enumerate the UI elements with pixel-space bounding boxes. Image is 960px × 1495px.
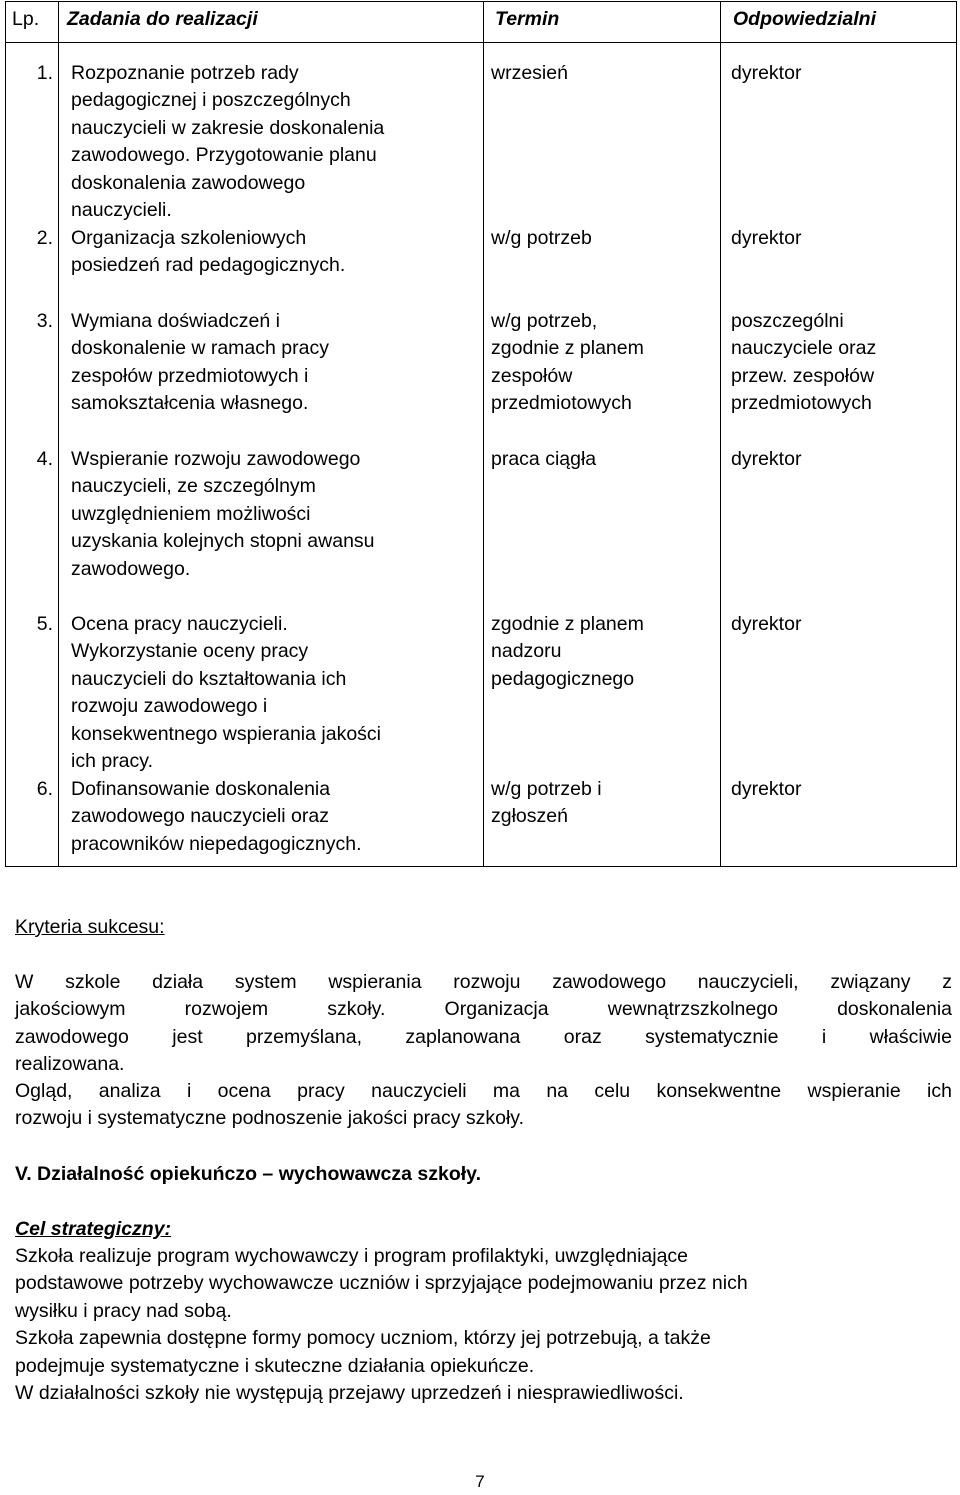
row-term-line: zgłoszeń [491, 805, 568, 828]
row-term-line: w/g potrzeb i [491, 778, 602, 800]
row-term [491, 611, 691, 693]
row-number: 5. [36, 613, 53, 635]
row-term [491, 776, 691, 831]
text-line: zawodowego jest przemyślana, zaplanowana oraz systematycznie i właściwie [15, 1025, 952, 1048]
header-term: Termin [484, 2, 721, 43]
row-task-line: doskonalenia zawodowego [71, 171, 306, 194]
row-responsible [731, 308, 951, 418]
row-task-line: rozwoju zawodowego i [71, 695, 268, 718]
row-responsible-line: dyrektor [731, 227, 802, 249]
goal-line: podejmuje systematyczne i skuteczne działania opiekuńcze. [15, 1354, 535, 1377]
row-task [71, 446, 471, 583]
row-responsible-line: przedmiotowych [731, 392, 872, 415]
row-task-line: doskonalenie w ramach pracy [71, 337, 329, 360]
row-task [71, 776, 471, 858]
row-task-line: uwzględnieniem możliwości [71, 502, 311, 525]
criteria-paragraph-1 [15, 969, 952, 1079]
row-number: 4. [36, 448, 53, 470]
row-task [71, 60, 471, 224]
goal-line: Szkoła realizuje program wychowawczy i program profilaktyki, uwzględniające [15, 1245, 689, 1267]
section-heading: V. Działalność opiekuńczo – wychowawcza szkoły. [15, 1163, 482, 1185]
row-task [71, 611, 471, 775]
text-line: Ogląd, analiza i ocena pracy nauczycieli ma na celu konsekwentne wspieranie ich [15, 1080, 952, 1102]
row-task-line: zawodowego. [71, 557, 191, 580]
row-task-line: pracowników niepedagogicznych. [71, 832, 362, 855]
row-task-line: posiedzeń rad pedagogicznych. [71, 254, 346, 277]
goal-title: Cel strategiczny: [15, 1218, 172, 1240]
text-line: rozwoju i systematyczne podnoszenie jakości pracy szkoły. [15, 1107, 525, 1130]
row-task-line: Wykorzystanie oceny pracy [71, 640, 309, 663]
row-task-line: konsekwentnego wspierania jakości [71, 722, 382, 745]
page-number: 7 [475, 1472, 485, 1491]
row-number: 6. [36, 778, 53, 800]
table-header-row [6, 2, 957, 43]
row-task-line: zawodowego nauczycieli oraz [71, 805, 329, 828]
row-term [491, 446, 691, 473]
text-line: realizowana. [15, 1053, 125, 1076]
row-term-line: praca ciągła [491, 448, 597, 470]
row-responsible-line: dyrektor [731, 778, 802, 800]
row-responsible [731, 446, 951, 473]
header-task: Zadania do realizacji [59, 2, 484, 43]
row-term [491, 225, 691, 252]
criteria-title: Kryteria sukcesu: [15, 916, 165, 938]
goal-line: Szkoła zapewnia dostępne formy pomocy uczniom, którzy jej potrzebują, a także [15, 1327, 711, 1350]
text-line: jakościowym rozwojem szkoły. Organizacja wewnątrzszkolnego doskonalenia [15, 998, 952, 1021]
row-task-line: nauczycieli do kształtowania ich [71, 667, 347, 690]
goal-text [15, 1243, 952, 1407]
row-task-line: Wymiana doświadczeń i [71, 310, 280, 332]
row-responsible-line: przew. zespołów [731, 364, 875, 387]
row-task-line: ich pracy. [71, 750, 153, 773]
row-task-line: Ocena pracy nauczycieli. [71, 613, 288, 635]
text-line: W szkole działa system wspierania rozwoju zawodowego nauczycieli, związany z [15, 971, 952, 993]
row-task-line: Organizacja szkoleniowych [71, 227, 307, 249]
row-responsible [731, 611, 951, 638]
row-term-line: zespołów [491, 364, 573, 387]
row-responsible-line: dyrektor [731, 613, 802, 635]
row-responsible-line: dyrektor [731, 448, 802, 470]
row-term-line: zgodnie z planem [491, 337, 644, 360]
row-task-line: samokształcenia własnego. [71, 392, 309, 415]
goal-line: W działalności szkoły nie występują przejawy uprzedzeń i niesprawiedliwości. [15, 1382, 684, 1405]
row-number: 2. [36, 227, 53, 249]
header-lp: Lp. [6, 2, 59, 43]
row-task-line: zawodowego. Przygotowanie planu [71, 144, 377, 167]
row-term-line: nadzoru [491, 640, 562, 663]
goal-line: wysiłku i pracy nad sobą. [15, 1299, 232, 1322]
row-term-line: w/g potrzeb, [491, 310, 598, 332]
row-task-line: Wspieranie rozwoju zawodowego [71, 448, 361, 470]
row-task-line: nauczycieli, ze szczególnym [71, 475, 316, 498]
row-task-line: uzyskania kolejnych stopni awansu [71, 530, 375, 553]
row-task-line: Rozpoznanie potrzeb rady [71, 62, 299, 84]
row-task-line: pedagogicznej i poszczególnych [71, 89, 351, 112]
row-term-line: w/g potrzeb [491, 227, 592, 249]
row-term-line: wrzesień [491, 62, 568, 84]
row-task-line: zespołów przedmiotowych i [71, 364, 309, 387]
row-responsible [731, 60, 951, 87]
row-responsible-line: nauczyciele oraz [731, 337, 877, 360]
row-responsible-line: dyrektor [731, 62, 802, 84]
row-responsible-line: poszczególni [731, 310, 844, 332]
row-task-line: nauczycieli. [71, 199, 172, 222]
row-task [71, 225, 471, 280]
criteria-paragraph-2 [15, 1078, 952, 1133]
row-term-line: zgodnie z planem [491, 613, 644, 635]
row-responsible [731, 776, 951, 803]
goal-line: podstawowe potrzeby wychowawcze uczniów i sprzyjające podejmowaniu przez nich [15, 1272, 748, 1295]
header-resp: Odpowiedzialni [721, 2, 957, 43]
row-task-line: nauczycieli w zakresie doskonalenia [71, 116, 385, 139]
row-number: 1. [36, 62, 53, 84]
row-term-line: przedmiotowych [491, 392, 632, 415]
row-task [71, 308, 471, 418]
row-responsible [731, 225, 951, 252]
row-term [491, 60, 691, 87]
row-term-line: pedagogicznego [491, 667, 635, 690]
row-term [491, 308, 691, 418]
row-number: 3. [36, 310, 53, 332]
row-task-line: Dofinansowanie doskonalenia [71, 778, 331, 800]
